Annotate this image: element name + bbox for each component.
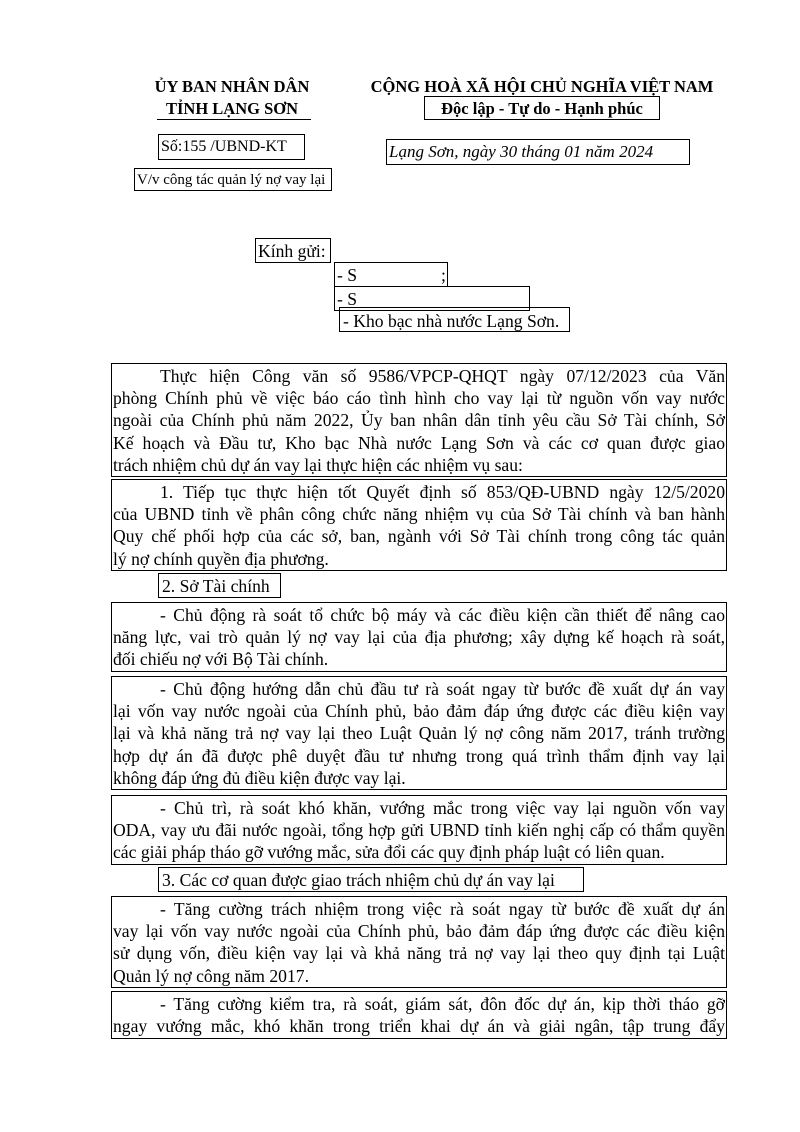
text-line: ODA, vay ưu đãi nước ngoài, tổng hợp gửi UBND tỉnh kiến nghị cấp có thẩm quyền [113,820,725,841]
text-line: không đáp ứng đủ điều kiện được vay lại. [113,767,406,788]
paragraph-intro-box [111,363,727,477]
text-line: ngay vướng mắc, khó khăn trong triển khai dự án và giải ngân, tập trung đẩy [113,1016,725,1037]
text-line: đối chiếu nợ với Bộ Tài chính. [113,649,329,670]
org-name-box [157,96,311,120]
place-date-box [386,139,690,165]
place-date: Lạng Sơn, ngày 30 tháng 01 năm 2024 [389,142,654,161]
recipient-item-3: - Kho bạc nhà nước Lạng Sơn. [343,311,560,331]
paragraph-2b-box [111,676,727,790]
text-line: hợp dự án đã được phê duyệt đầu tư nhưng trong quá trình thẩm định vay lại [113,745,725,766]
motto: Độc lập - Tự do - Hạnh phúc [441,99,643,118]
org-name-line2: TỈNH LẠNG SƠN [165,99,299,118]
greeting: Kính gửi: [258,241,326,261]
text-line: - Chủ động rà soát tổ chức bộ máy và các điều kiện cần thiết để nâng cao [160,605,725,625]
paragraph-1-box [111,479,727,571]
text-line: lý nợ chính quyền địa phương. [113,548,329,569]
text-line: trách nhiệm chủ dự án vay lại thực hiện các nhiệm vụ sau: [113,454,523,475]
paragraph-3b-box [111,991,727,1039]
paragraph-3a-box [111,896,727,988]
text-line: ngoài của Chính phủ năm 2022, Ủy ban nhân dân tỉnh yêu cầu Sở Tài chính, Sở [113,410,725,431]
text-line: Thực hiện Công văn số 9586/VPCP-QHQT ngày 07/12/2023 của Văn [160,366,725,386]
text-line: Kế hoạch và Đầu tư, Kho bạc Nhà nước Lạng Sơn và các cơ quan được giao [113,432,725,453]
text-line: lại và khả năng trả nợ vay lại theo Luật Quản lý nợ công năm 2017, tránh trường [113,723,725,744]
text-line: - Tăng cường kiểm tra, rà soát, giám sát, đôn đốc dự án, kịp thời tháo gỡ [160,994,725,1014]
text-line: sử dụng vốn, điều kiện vay lại và khả năng trả nợ vay lại theo quy định tại Luật [113,943,725,964]
text-line: phòng Chính phủ về việc báo cáo tình hình cho vay lại từ nguồn vốn vay nước [113,388,725,409]
recipient-item-1-tail: ; [441,265,446,285]
nation-title: CỘNG HOÀ XÃ HỘI CHỦ NGHĨA VIỆT NAM [370,77,714,96]
paragraph-2a-box [111,602,727,672]
text-line: Quy chế phối hợp của các sở, ban, ngành với Sở Tài chính trong công tác quản [113,526,725,547]
section-heading-3: 3. Các cơ quan được giao trách nhiệm chủ dự án vay lại [162,870,555,890]
text-line: của UBND tỉnh về phân công chức năng nhiệm vụ của Sở Tài chính và ban hành [113,504,725,525]
section-heading-2: 2. Sở Tài chính [162,576,270,596]
text-line: vay lại vốn vay nước ngoài của Chính phủ, bảo đảm đáp ứng được các điều kiện [113,921,725,942]
recipient-1-label: - S [337,265,358,285]
text-line: 1. Tiếp tục thực hiện tốt Quyết định số 853/QĐ-UBND ngày 12/5/2020 [160,482,725,502]
recipient-2-label: - S [337,289,358,309]
text-line: lại vốn vay nước ngoài của Chính phủ, bảo đảm đáp ứng được các điều kiện vay [113,701,725,722]
text-line: - Chủ động hướng dẫn chủ đầu tư rà soát ngay từ bước đề xuất dự án vay [160,679,725,699]
text-line: - Chủ trì, rà soát khó khăn, vướng mắc trong việc vay lại nguồn vốn vay [160,798,725,818]
motto-box [424,96,660,120]
section-heading-2-box [158,573,281,598]
section-heading-3-box [158,867,584,892]
recipient-1-box [334,262,448,287]
subject-box [134,168,332,191]
text-line: Quản lý nợ công năm 2017. [113,965,309,986]
subject-line: V/v công tác quản lý nợ vay lại [137,172,326,188]
text-line: - Tăng cường trách nhiệm trong việc rà soát ngay từ bước đề xuất dự án [160,899,725,919]
greeting-box [255,238,331,263]
paragraph-2c-box [111,795,727,865]
text-line: năng lực, vai trò quản lý nợ vay lại của địa phương; xây dựng kế hoạch rà soát, [113,627,725,648]
doc-number: Số:155 /UBND-KT [161,138,287,155]
recipient-3-box [339,307,570,332]
text-line: các giải pháp tháo gỡ vướng mắc, sửa đổi các quy định pháp luật có liên quan. [113,842,665,863]
doc-number-box [158,134,305,160]
org-name-line1: ỦY BAN NHÂN DÂN [154,77,310,96]
